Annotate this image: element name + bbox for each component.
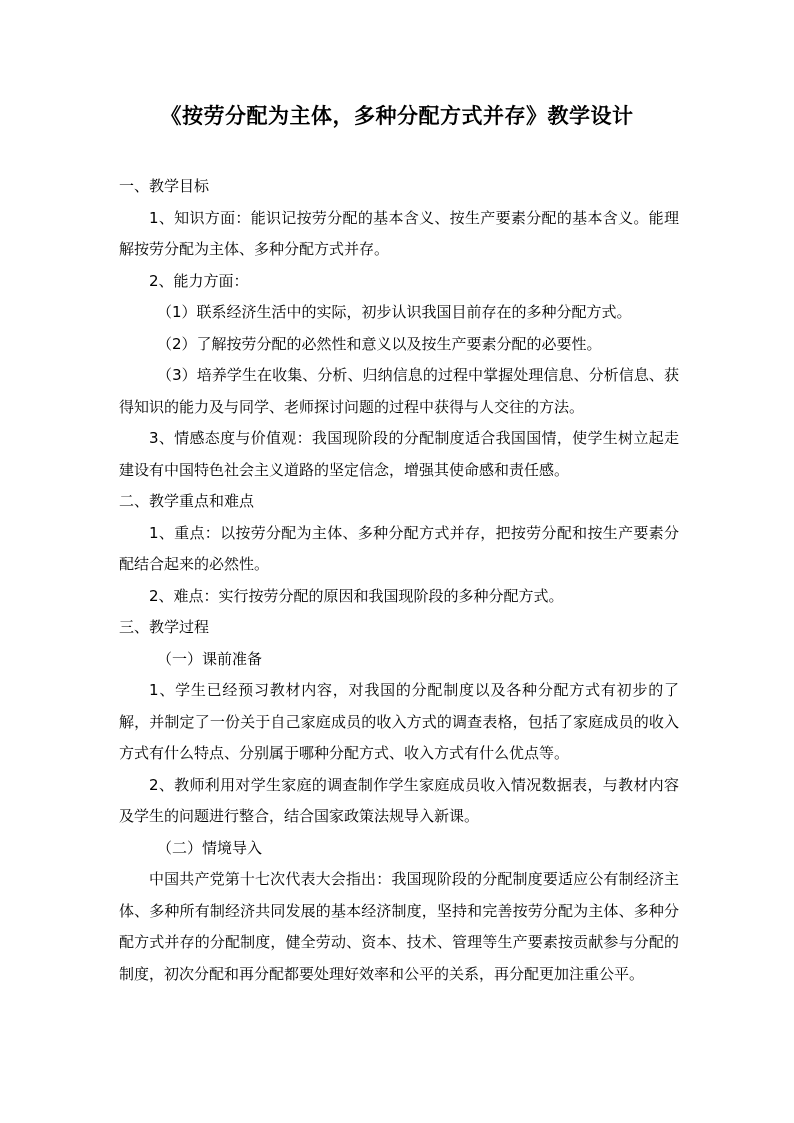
paragraph-ability-2: （2）了解按劳分配的必然性和意义以及按生产要素分配的必要性。 bbox=[157, 334, 602, 353]
paragraph-student-prep: 1、学生已经预习教材内容，对我国的分配制度以及各种分配方式有初步的了解，并制定了一份关于自己家庭成员的收入方式的调查表格，包括了家庭成员的收入方式有什么特点、分别属于哪种分配方式、收入方式有什么优点等。 bbox=[119, 681, 679, 762]
section-heading-process: 三、教学过程 bbox=[119, 618, 210, 636]
paragraph-ability-1: （1）联系经济生活中的实际，初步认识我国目前存在的多种分配方式。 bbox=[157, 303, 632, 321]
document-body bbox=[119, 171, 679, 990]
paragraph-ability: 2、能力方面： bbox=[149, 271, 249, 290]
paragraph-difficulty: 2、难点：实行按劳分配的原因和我国现阶段的多种分配方式。 bbox=[149, 586, 564, 605]
paragraph-knowledge: 1、知识方面：能识记按劳分配的基本含义、按生产要素分配的基本含义。能理解按劳分配为主体、多种分配方式并存。 bbox=[119, 208, 679, 258]
subheading-preparation: （一）课前准备 bbox=[157, 649, 263, 668]
paragraph-congress: 中国共产党第十七次代表大会指出：我国现阶段的分配制度要适应公有制经济主体、多种所有制经济共同发展的基本经济制度，坚持和完善按劳分配为主体、多种分配方式并存的分配制度，健全劳动、资本、技术、管理等生产要素按贡献参与分配的制度，初次分配和再分配都要处理好效率和公平的关系，再分配更加注重公平。 bbox=[119, 870, 679, 983]
subheading-introduction: （二）情境导入 bbox=[157, 838, 263, 857]
section-heading-objectives: 一、教学目标 bbox=[119, 177, 210, 195]
document-title: 《按劳分配为主体，多种分配方式并存》教学设计 bbox=[160, 104, 634, 128]
paragraph-ability-3: （3）培养学生在收集、分析、归纳信息的过程中掌握处理信息、分析信息、获得知识的能力及与同学、老师探讨问题的过程中获得与人交往的方法。 bbox=[119, 366, 679, 416]
paragraph-key-point: 1、重点：以按劳分配为主体、多种分配方式并存，把按劳分配和按生产要素分配结合起来的必然性。 bbox=[119, 523, 679, 573]
paragraph-teacher-prep: 2、教师利用对学生家庭的调查制作学生家庭成员收入情况数据表，与教材内容及学生的问题进行整合，结合国家政策法规导入新课。 bbox=[119, 775, 679, 825]
paragraph-values: 3、情感态度与价值观：我国现阶段的分配制度适合我国国情，使学生树立起走建设有中国特色社会主义道路的坚定信念，增强其使命感和责任感。 bbox=[119, 429, 679, 479]
section-heading-focus: 二、教学重点和难点 bbox=[119, 492, 255, 510]
